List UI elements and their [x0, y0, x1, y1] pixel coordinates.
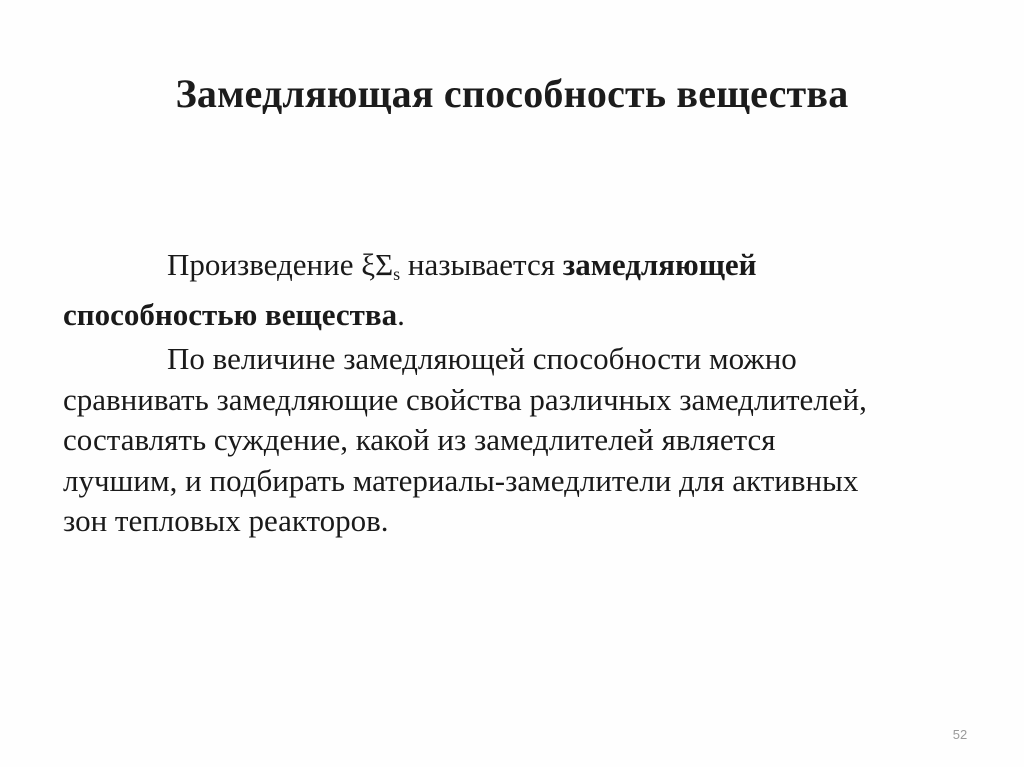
- definition-period: .: [397, 296, 405, 332]
- definition-line-1: [63, 245, 963, 295]
- formula-symbol: ξΣ: [361, 247, 394, 282]
- explanation-line-4: лучшим, и подбирать материалы-замедлители для активных: [63, 462, 859, 498]
- definition-term-part1: замедляющей: [562, 247, 757, 282]
- paragraph-explanation: [63, 339, 963, 542]
- paragraph-definition: [63, 245, 963, 335]
- definition-term-part2: способностью вещества: [63, 296, 398, 332]
- slide-body: [63, 245, 963, 542]
- explanation-line-3: составлять суждение, какой из замедлителей является: [63, 422, 776, 457]
- explanation-line-5: зон тепловых реакторов.: [63, 503, 389, 538]
- definition-prefix: Произведение: [167, 247, 362, 282]
- slide-title: Замедляющая способность вещества: [175, 71, 849, 116]
- formula-subscript: s: [393, 264, 401, 284]
- explanation-line-1: По величине замедляющей способности можно: [167, 341, 797, 376]
- definition-line-2: [63, 295, 963, 336]
- page-number: 52: [952, 727, 968, 742]
- definition-middle: называется: [400, 247, 563, 282]
- explanation-line-2: сравнивать замедляющие свойства различных замедлителей,: [63, 381, 867, 417]
